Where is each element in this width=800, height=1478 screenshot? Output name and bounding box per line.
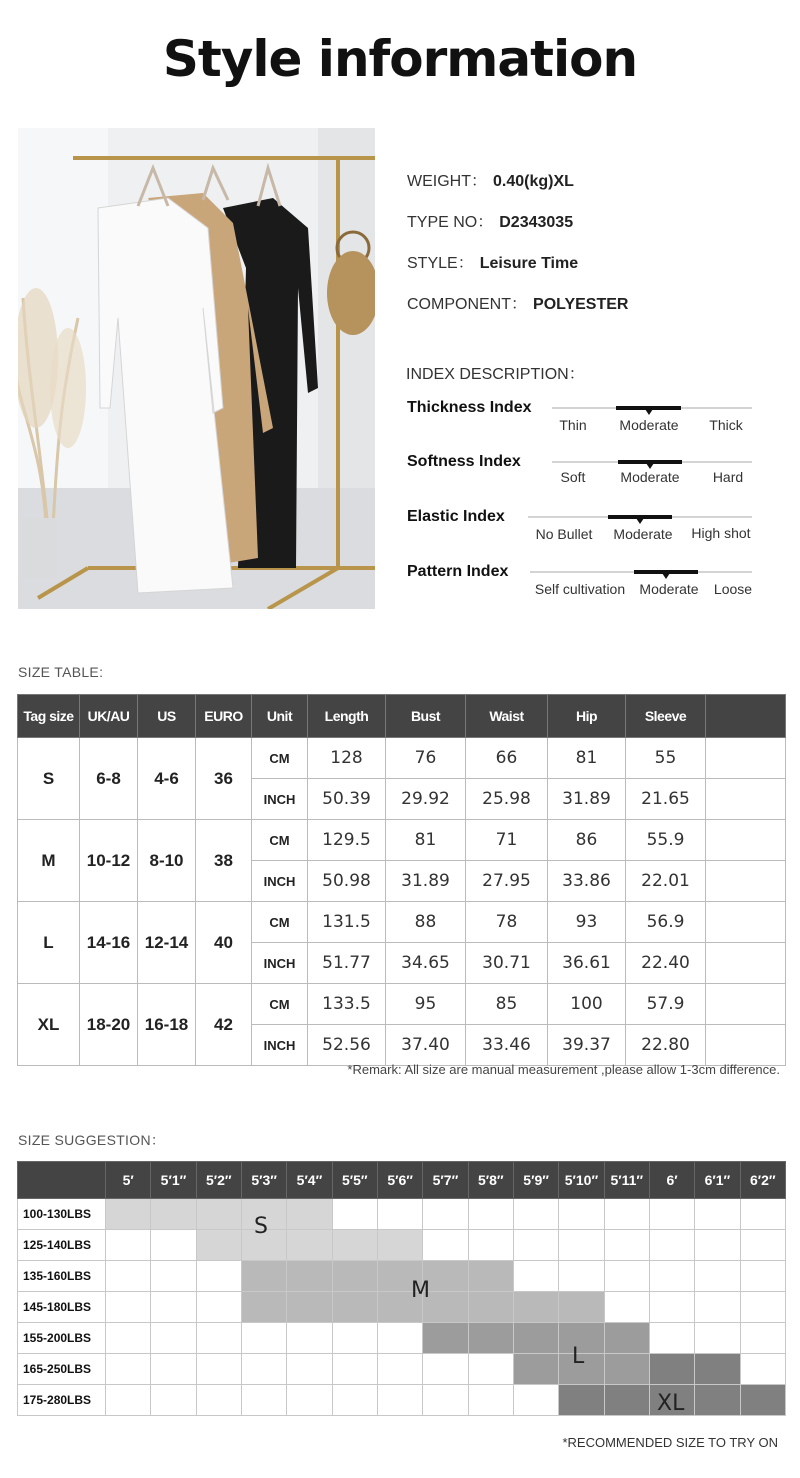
size-us: 12-14 <box>138 902 196 984</box>
suggestion-cell <box>196 1354 241 1385</box>
weight-label: 165-250LBS <box>18 1354 106 1385</box>
suggestion-cell <box>695 1199 740 1230</box>
softness-index-name: Softness Index <box>407 453 521 470</box>
col-header-tag-size: Tag size <box>18 695 80 738</box>
suggestion-cell <box>151 1261 196 1292</box>
suggestion-cell <box>377 1230 422 1261</box>
suggestion-cell <box>106 1199 151 1230</box>
height-header: 5′11″ <box>604 1162 649 1199</box>
empty-cell <box>706 820 786 861</box>
elastic-index-name: Elastic Index <box>407 508 505 525</box>
size-euro: 42 <box>196 984 252 1066</box>
empty-cell <box>706 861 786 902</box>
elastic-label-low: No Bullet <box>535 526 593 542</box>
sleeve-cell: 21.65 <box>626 779 706 820</box>
pattern-index-pointer-icon <box>662 573 670 579</box>
empty-cell <box>706 779 786 820</box>
spec-component <box>407 291 628 314</box>
size-us: 16-18 <box>138 984 196 1066</box>
sleeve-cell: 22.80 <box>626 1025 706 1066</box>
length-cell: 50.39 <box>308 779 386 820</box>
size-euro: 38 <box>196 820 252 902</box>
elastic-index-pointer-icon <box>636 518 644 524</box>
table-row <box>18 1199 786 1230</box>
waist-cell: 71 <box>466 820 548 861</box>
suggestion-cell <box>604 1323 649 1354</box>
suggestion-cell <box>740 1261 785 1292</box>
zone-label-m: M <box>411 1278 430 1303</box>
size-suggestion-header-row <box>18 1162 786 1199</box>
height-header: 5′10″ <box>559 1162 604 1199</box>
hip-cell: 31.89 <box>548 779 626 820</box>
height-header: 5′2″ <box>196 1162 241 1199</box>
suggestion-cell <box>196 1385 241 1416</box>
spec-weight-value: 0.40(kg)XL <box>493 173 574 190</box>
weight-label: 145-180LBS <box>18 1292 106 1323</box>
suggestion-cell <box>649 1292 694 1323</box>
suggestion-cell <box>196 1261 241 1292</box>
weight-label: 155-200LBS <box>18 1323 106 1354</box>
pattern-label-low: Self cultivation <box>534 581 626 597</box>
suggestion-cell <box>649 1323 694 1354</box>
suggestion-cell <box>106 1323 151 1354</box>
waist-cell: 25.98 <box>466 779 548 820</box>
suggestion-cell <box>604 1354 649 1385</box>
spec-style-label: STYLE： <box>407 255 474 272</box>
hip-cell: 39.37 <box>548 1025 626 1066</box>
unit-cell: INCH <box>252 1025 308 1066</box>
size-us: 4-6 <box>138 738 196 820</box>
suggestion-cell <box>241 1261 286 1292</box>
suggestion-cell <box>332 1292 377 1323</box>
suggestion-cell <box>468 1261 513 1292</box>
empty-cell <box>706 1025 786 1066</box>
suggestion-cell <box>106 1261 151 1292</box>
suggestion-cell <box>196 1230 241 1261</box>
suggestion-cell <box>740 1323 785 1354</box>
suggestion-cell <box>423 1323 468 1354</box>
spec-type-no <box>407 209 573 232</box>
height-header: 5′6″ <box>377 1162 422 1199</box>
length-cell: 50.98 <box>308 861 386 902</box>
table-row <box>18 984 786 1025</box>
height-header: 6′ <box>649 1162 694 1199</box>
suggestion-cell <box>287 1199 332 1230</box>
pattern-label-high: Loose <box>713 581 753 597</box>
zone-label-s: S <box>254 1214 268 1239</box>
suggestion-cell <box>377 1354 422 1385</box>
height-header: 6′1″ <box>695 1162 740 1199</box>
length-cell: 129.5 <box>308 820 386 861</box>
suggestion-cell <box>695 1385 740 1416</box>
suggestion-cell <box>695 1230 740 1261</box>
table-row <box>18 1261 786 1292</box>
unit-cell: INCH <box>252 861 308 902</box>
hip-cell: 81 <box>548 738 626 779</box>
col-header-empty <box>706 695 786 738</box>
suggestion-cell <box>106 1230 151 1261</box>
col-header-unit: Unit <box>252 695 308 738</box>
suggestion-cell <box>468 1199 513 1230</box>
height-header: 5′9″ <box>513 1162 558 1199</box>
suggestion-cell <box>559 1199 604 1230</box>
suggestion-cell <box>468 1354 513 1385</box>
pattern-index-name: Pattern Index <box>407 563 509 580</box>
suggestion-cell <box>241 1385 286 1416</box>
suggestion-cell <box>151 1354 196 1385</box>
suggestion-cell <box>332 1199 377 1230</box>
suggestion-cell <box>241 1292 286 1323</box>
size-euro: 36 <box>196 738 252 820</box>
table-row <box>18 1292 786 1323</box>
suggestion-cell <box>196 1323 241 1354</box>
suggestion-cell <box>377 1385 422 1416</box>
col-header-length: Length <box>308 695 386 738</box>
suggestion-cell <box>513 1292 558 1323</box>
length-cell: 51.77 <box>308 943 386 984</box>
suggestion-cell <box>287 1261 332 1292</box>
suggestion-cell <box>740 1385 785 1416</box>
suggestion-cell <box>332 1323 377 1354</box>
sleeve-cell: 55.9 <box>626 820 706 861</box>
thickness-label-mid: Moderate <box>619 417 679 433</box>
suggestion-cell <box>649 1261 694 1292</box>
bust-cell: 31.89 <box>386 861 466 902</box>
hip-cell: 100 <box>548 984 626 1025</box>
col-header-uk-au: UK/AU <box>80 695 138 738</box>
suggestion-cell <box>740 1354 785 1385</box>
suggestion-cell <box>695 1354 740 1385</box>
suggestion-cell <box>513 1354 558 1385</box>
size-table-label: SIZE TABLE: <box>18 664 104 680</box>
thickness-index-name: Thickness Index <box>407 399 532 416</box>
index-description-title: INDEX DESCRIPTION： <box>406 366 585 383</box>
suggestion-cell <box>423 1354 468 1385</box>
elastic-label-high: High shot <box>691 525 751 541</box>
suggestion-cell <box>604 1230 649 1261</box>
sleeve-cell: 22.01 <box>626 861 706 902</box>
col-header-bust: Bust <box>386 695 466 738</box>
suggestion-cell <box>559 1230 604 1261</box>
length-cell: 128 <box>308 738 386 779</box>
suggestion-cell <box>649 1354 694 1385</box>
height-header: 5′1″ <box>151 1162 196 1199</box>
suggestion-cell <box>332 1385 377 1416</box>
empty-cell <box>706 984 786 1025</box>
zone-label-l: L <box>572 1344 585 1369</box>
suggestion-cell <box>106 1292 151 1323</box>
suggestion-cell <box>196 1199 241 1230</box>
suggestion-cell <box>559 1292 604 1323</box>
suggestion-cell <box>287 1292 332 1323</box>
suggestion-cell <box>151 1385 196 1416</box>
col-header-hip: Hip <box>548 695 626 738</box>
height-header: 6′2″ <box>740 1162 785 1199</box>
suggestion-cell <box>196 1292 241 1323</box>
zone-label-xl: XL <box>657 1391 685 1416</box>
suggestion-cell <box>468 1323 513 1354</box>
empty-cell <box>706 902 786 943</box>
size-table-header-row <box>18 695 786 738</box>
size-remark: *Remark: All size are manual measurement ,please allow 1-3cm difference. <box>347 1062 780 1077</box>
bust-cell: 81 <box>386 820 466 861</box>
softness-label-high: Hard <box>712 469 744 485</box>
weight-label: 135-160LBS <box>18 1261 106 1292</box>
height-header: 5′8″ <box>468 1162 513 1199</box>
bust-cell: 76 <box>386 738 466 779</box>
suggestion-cell <box>695 1292 740 1323</box>
hip-cell: 86 <box>548 820 626 861</box>
suggestion-cell <box>151 1199 196 1230</box>
waist-cell: 85 <box>466 984 548 1025</box>
suggestion-cell <box>241 1323 286 1354</box>
size-uk-au: 6-8 <box>80 738 138 820</box>
sleeve-cell: 22.40 <box>626 943 706 984</box>
hip-cell: 36.61 <box>548 943 626 984</box>
bust-cell: 34.65 <box>386 943 466 984</box>
waist-cell: 66 <box>466 738 548 779</box>
unit-cell: INCH <box>252 943 308 984</box>
recommendation-note: *RECOMMENDED SIZE TO TRY ON <box>562 1435 778 1450</box>
size-us: 8-10 <box>138 820 196 902</box>
suggestion-cell <box>287 1230 332 1261</box>
bust-cell: 37.40 <box>386 1025 466 1066</box>
suggestion-cell <box>377 1323 422 1354</box>
corner-header <box>18 1162 106 1199</box>
thickness-index-pointer-icon <box>645 409 653 415</box>
spec-weight-label: WEIGHT： <box>407 173 487 190</box>
suggestion-cell <box>287 1323 332 1354</box>
suggestion-cell <box>604 1292 649 1323</box>
suggestion-cell <box>106 1354 151 1385</box>
hip-cell: 33.86 <box>548 861 626 902</box>
length-cell: 52.56 <box>308 1025 386 1066</box>
suggestion-cell <box>559 1261 604 1292</box>
weight-label: 125-140LBS <box>18 1230 106 1261</box>
size-tag: L <box>18 902 80 984</box>
size-uk-au: 18-20 <box>80 984 138 1066</box>
suggestion-cell <box>740 1199 785 1230</box>
suggestion-cell <box>649 1230 694 1261</box>
length-cell: 133.5 <box>308 984 386 1025</box>
size-tag: S <box>18 738 80 820</box>
table-row <box>18 1323 786 1354</box>
unit-cell: CM <box>252 902 308 943</box>
suggestion-cell <box>332 1230 377 1261</box>
suggestion-cell <box>513 1230 558 1261</box>
suggestion-cell <box>513 1323 558 1354</box>
height-header: 5′5″ <box>332 1162 377 1199</box>
spec-type-no-label: TYPE NO： <box>407 214 494 231</box>
size-uk-au: 10-12 <box>80 820 138 902</box>
suggestion-cell <box>106 1385 151 1416</box>
suggestion-cell <box>559 1385 604 1416</box>
softness-label-mid: Moderate <box>620 469 680 485</box>
pattern-label-mid: Moderate <box>639 581 699 597</box>
col-header-euro: EURO <box>196 695 252 738</box>
suggestion-cell <box>468 1385 513 1416</box>
thickness-label-low: Thin <box>559 417 587 433</box>
spec-style-value: Leisure Time <box>479 255 579 272</box>
suggestion-cell <box>423 1385 468 1416</box>
table-row <box>18 1354 786 1385</box>
suggestion-cell <box>468 1292 513 1323</box>
suggestion-cell <box>513 1261 558 1292</box>
size-tag: XL <box>18 984 80 1066</box>
empty-cell <box>706 943 786 984</box>
suggestion-cell <box>513 1385 558 1416</box>
size-suggestion-label: SIZE SUGGESTION： <box>18 1132 166 1148</box>
col-header-us: US <box>138 695 196 738</box>
bust-cell: 95 <box>386 984 466 1025</box>
dress-rack-illustration <box>18 128 375 609</box>
length-cell: 131.5 <box>308 902 386 943</box>
suggestion-cell <box>287 1385 332 1416</box>
suggestion-cell <box>468 1230 513 1261</box>
suggestion-cell <box>151 1230 196 1261</box>
suggestion-cell <box>740 1292 785 1323</box>
unit-cell: INCH <box>252 779 308 820</box>
suggestion-cell <box>377 1199 422 1230</box>
suggestion-cell <box>604 1261 649 1292</box>
suggestion-cell <box>332 1354 377 1385</box>
suggestion-cell <box>695 1261 740 1292</box>
suggestion-cell <box>649 1199 694 1230</box>
sleeve-cell: 55 <box>626 738 706 779</box>
spec-component-value: POLYESTER <box>533 296 629 313</box>
suggestion-cell <box>513 1199 558 1230</box>
weight-label: 100-130LBS <box>18 1199 106 1230</box>
size-euro: 40 <box>196 902 252 984</box>
waist-cell: 78 <box>466 902 548 943</box>
suggestion-cell <box>604 1385 649 1416</box>
height-header: 5′4″ <box>287 1162 332 1199</box>
suggestion-cell <box>423 1199 468 1230</box>
table-row <box>18 738 786 779</box>
spec-component-label: COMPONENT： <box>407 296 528 313</box>
empty-cell <box>706 738 786 779</box>
softness-label-low: Soft <box>560 469 586 485</box>
size-suggestion-table <box>17 1161 786 1416</box>
suggestion-cell <box>241 1354 286 1385</box>
hip-cell: 93 <box>548 902 626 943</box>
unit-cell: CM <box>252 984 308 1025</box>
waist-cell: 27.95 <box>466 861 548 902</box>
waist-cell: 30.71 <box>466 943 548 984</box>
table-row <box>18 820 786 861</box>
spec-style <box>407 250 578 273</box>
size-table <box>17 694 786 1066</box>
sleeve-cell: 56.9 <box>626 902 706 943</box>
size-tag: M <box>18 820 80 902</box>
page-title: Style information <box>162 30 638 88</box>
suggestion-cell <box>423 1230 468 1261</box>
suggestion-cell <box>151 1292 196 1323</box>
table-row <box>18 1230 786 1261</box>
bust-cell: 88 <box>386 902 466 943</box>
suggestion-cell <box>604 1199 649 1230</box>
suggestion-cell <box>287 1354 332 1385</box>
suggestion-cell <box>332 1261 377 1292</box>
height-header: 5′7″ <box>423 1162 468 1199</box>
weight-label: 175-280LBS <box>18 1385 106 1416</box>
suggestion-cell <box>151 1323 196 1354</box>
suggestion-cell <box>695 1323 740 1354</box>
table-row <box>18 902 786 943</box>
bust-cell: 29.92 <box>386 779 466 820</box>
height-header: 5′ <box>106 1162 151 1199</box>
suggestion-cell <box>740 1230 785 1261</box>
elastic-label-mid: Moderate <box>613 526 673 542</box>
product-photo <box>18 128 375 609</box>
sleeve-cell: 57.9 <box>626 984 706 1025</box>
thickness-label-high: Thick <box>709 417 743 433</box>
size-uk-au: 14-16 <box>80 902 138 984</box>
col-header-waist: Waist <box>466 695 548 738</box>
height-header: 5′3″ <box>241 1162 286 1199</box>
unit-cell: CM <box>252 820 308 861</box>
unit-cell: CM <box>252 738 308 779</box>
waist-cell: 33.46 <box>466 1025 548 1066</box>
spec-weight <box>407 168 574 191</box>
spec-type-no-value: D2343035 <box>499 214 574 231</box>
col-header-sleeve: Sleeve <box>626 695 706 738</box>
